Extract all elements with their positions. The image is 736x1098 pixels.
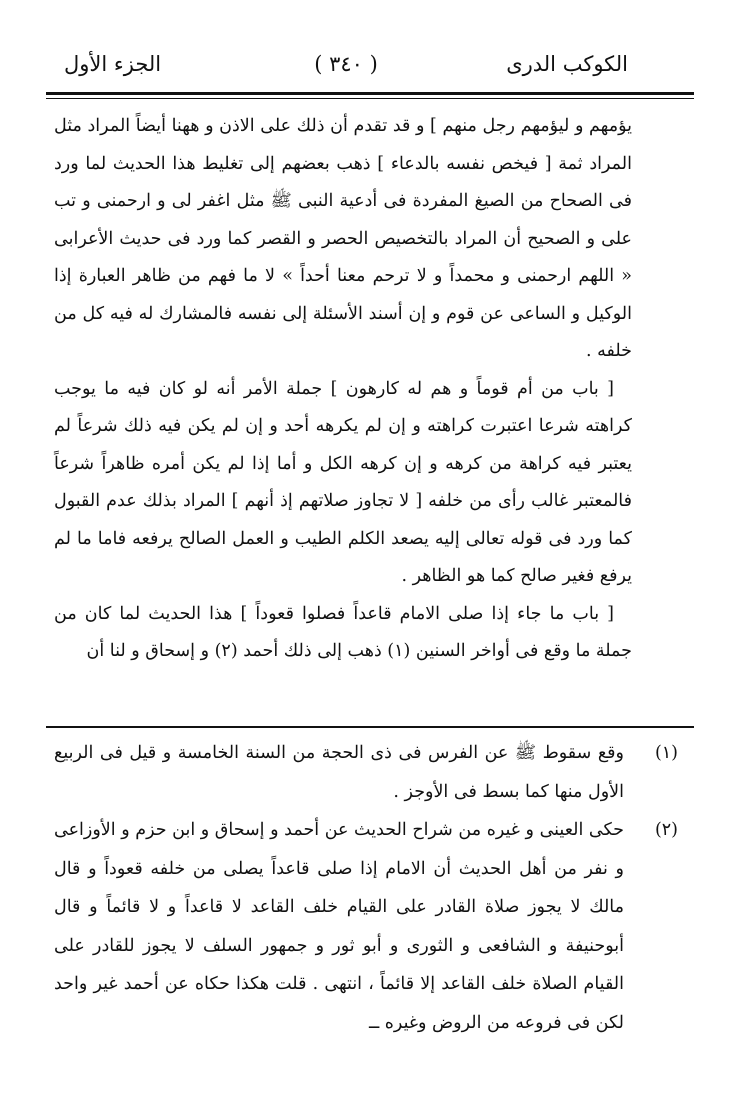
footnote-separator bbox=[46, 726, 694, 728]
footnote-text: وقع سقوط ﷺ عن الفرس فى ذى الحجة من السنة الخامسة و قيل فى الربيع الأول منها كما بسط فى الأوجز . bbox=[54, 743, 624, 802]
paragraph: [ باب ما جاء إذا صلى الامام قاعداً فصلوا قعوداً ] هذا الحديث لما كان من جملة ما وقع فى أواخر السنين (١) ذهب إلى ذلك أحمد (٢) و إسحاق و لنا أن bbox=[54, 603, 632, 661]
main-text bbox=[54, 108, 632, 671]
header-rule-thick bbox=[46, 92, 694, 95]
volume-label: الجزء الأول bbox=[64, 52, 162, 76]
footnote bbox=[54, 811, 678, 1042]
paragraph: [ باب من أم قوماً و هم له كارهون ] جملة الأمر أنه لو كان فيه ما يوجب كراهته شرعا اعتبرت كراهته و إن لم يكرهه أحد و إن لم يكن فيه ذلك شرعاً لم يعتبر فيه كراهة من كرهه و إن كرهه الكل و أما إذا لم يكن أمره ظاهراً شرعاً فالمعتبر غالب رأى من خلفه [ لا تجاوز صلاتهم إذ أنهم ] المراد بذلك عدم القبول كما ورد فى قوله تعالى إليه يصعد الكلم الطيب و العمل الصالح يرفعه فاما ما لم يرفع فغير صالح كما هو الظاهر . bbox=[54, 378, 632, 586]
header-rule-thin bbox=[46, 98, 694, 99]
footnote-marker: (١) bbox=[654, 743, 678, 763]
footnotes bbox=[54, 734, 678, 1042]
footnote bbox=[54, 734, 678, 811]
book-title: الكوكب الدرى bbox=[506, 52, 628, 76]
footnote-marker: (٢) bbox=[654, 820, 678, 840]
footnote-text: حكى العينى و غيره من شراح الحديث عن أحمد و إسحاق و ابن حزم و الأوزاعى و نفر من أهل الحديث أن الامام إذا صلى قاعداً يصلى من خلفه قعوداً و قال مالك لا يجوز صلاة القادر على القيام خلف القاعد لا قاعداً و لا قائماً و قال أبوحنيفة و الشافعى و الثورى و أبو ثور و جمهور السلف لا يجوز للقادر على القيام الصلاة خلف القاعد إلا قائماً ، انتهى . قلت هكذا حكاه عن أحمد غير واحد لكن فى فروعه من الروض وغيره ــ bbox=[54, 820, 624, 1033]
page-number: ( ٣٤٠ ) bbox=[314, 52, 378, 76]
page-header bbox=[64, 52, 628, 92]
paragraph: يؤمهم و ليؤمهم رجل منهم ] و قد تقدم أن ذلك على الاذن و ههنا أيضاً المراد مثل المراد ثمة [ فيخص نفسه بالدعاء ] ذهب بعضهم إلى تغليط هذا الحديث لما ورد فى الصحاح من الصيغ المفردة فى أدعية النبى ﷺ مثل اغفر لى و ارحمنى و تب على و الصحيح أن المراد بالتخصيص الحصر و القصر كما ورد فى حديث الأعرابى « اللهم ارحمنى و محمداً و لا ترحم معنا أحداً » لا ما فهم من ظاهر العبارة إذا الوكيل و الساعى عن قوم و إن أسند الأسئلة إلى نفسه فالمشارك له فيه كل من خلفه . bbox=[54, 116, 633, 361]
